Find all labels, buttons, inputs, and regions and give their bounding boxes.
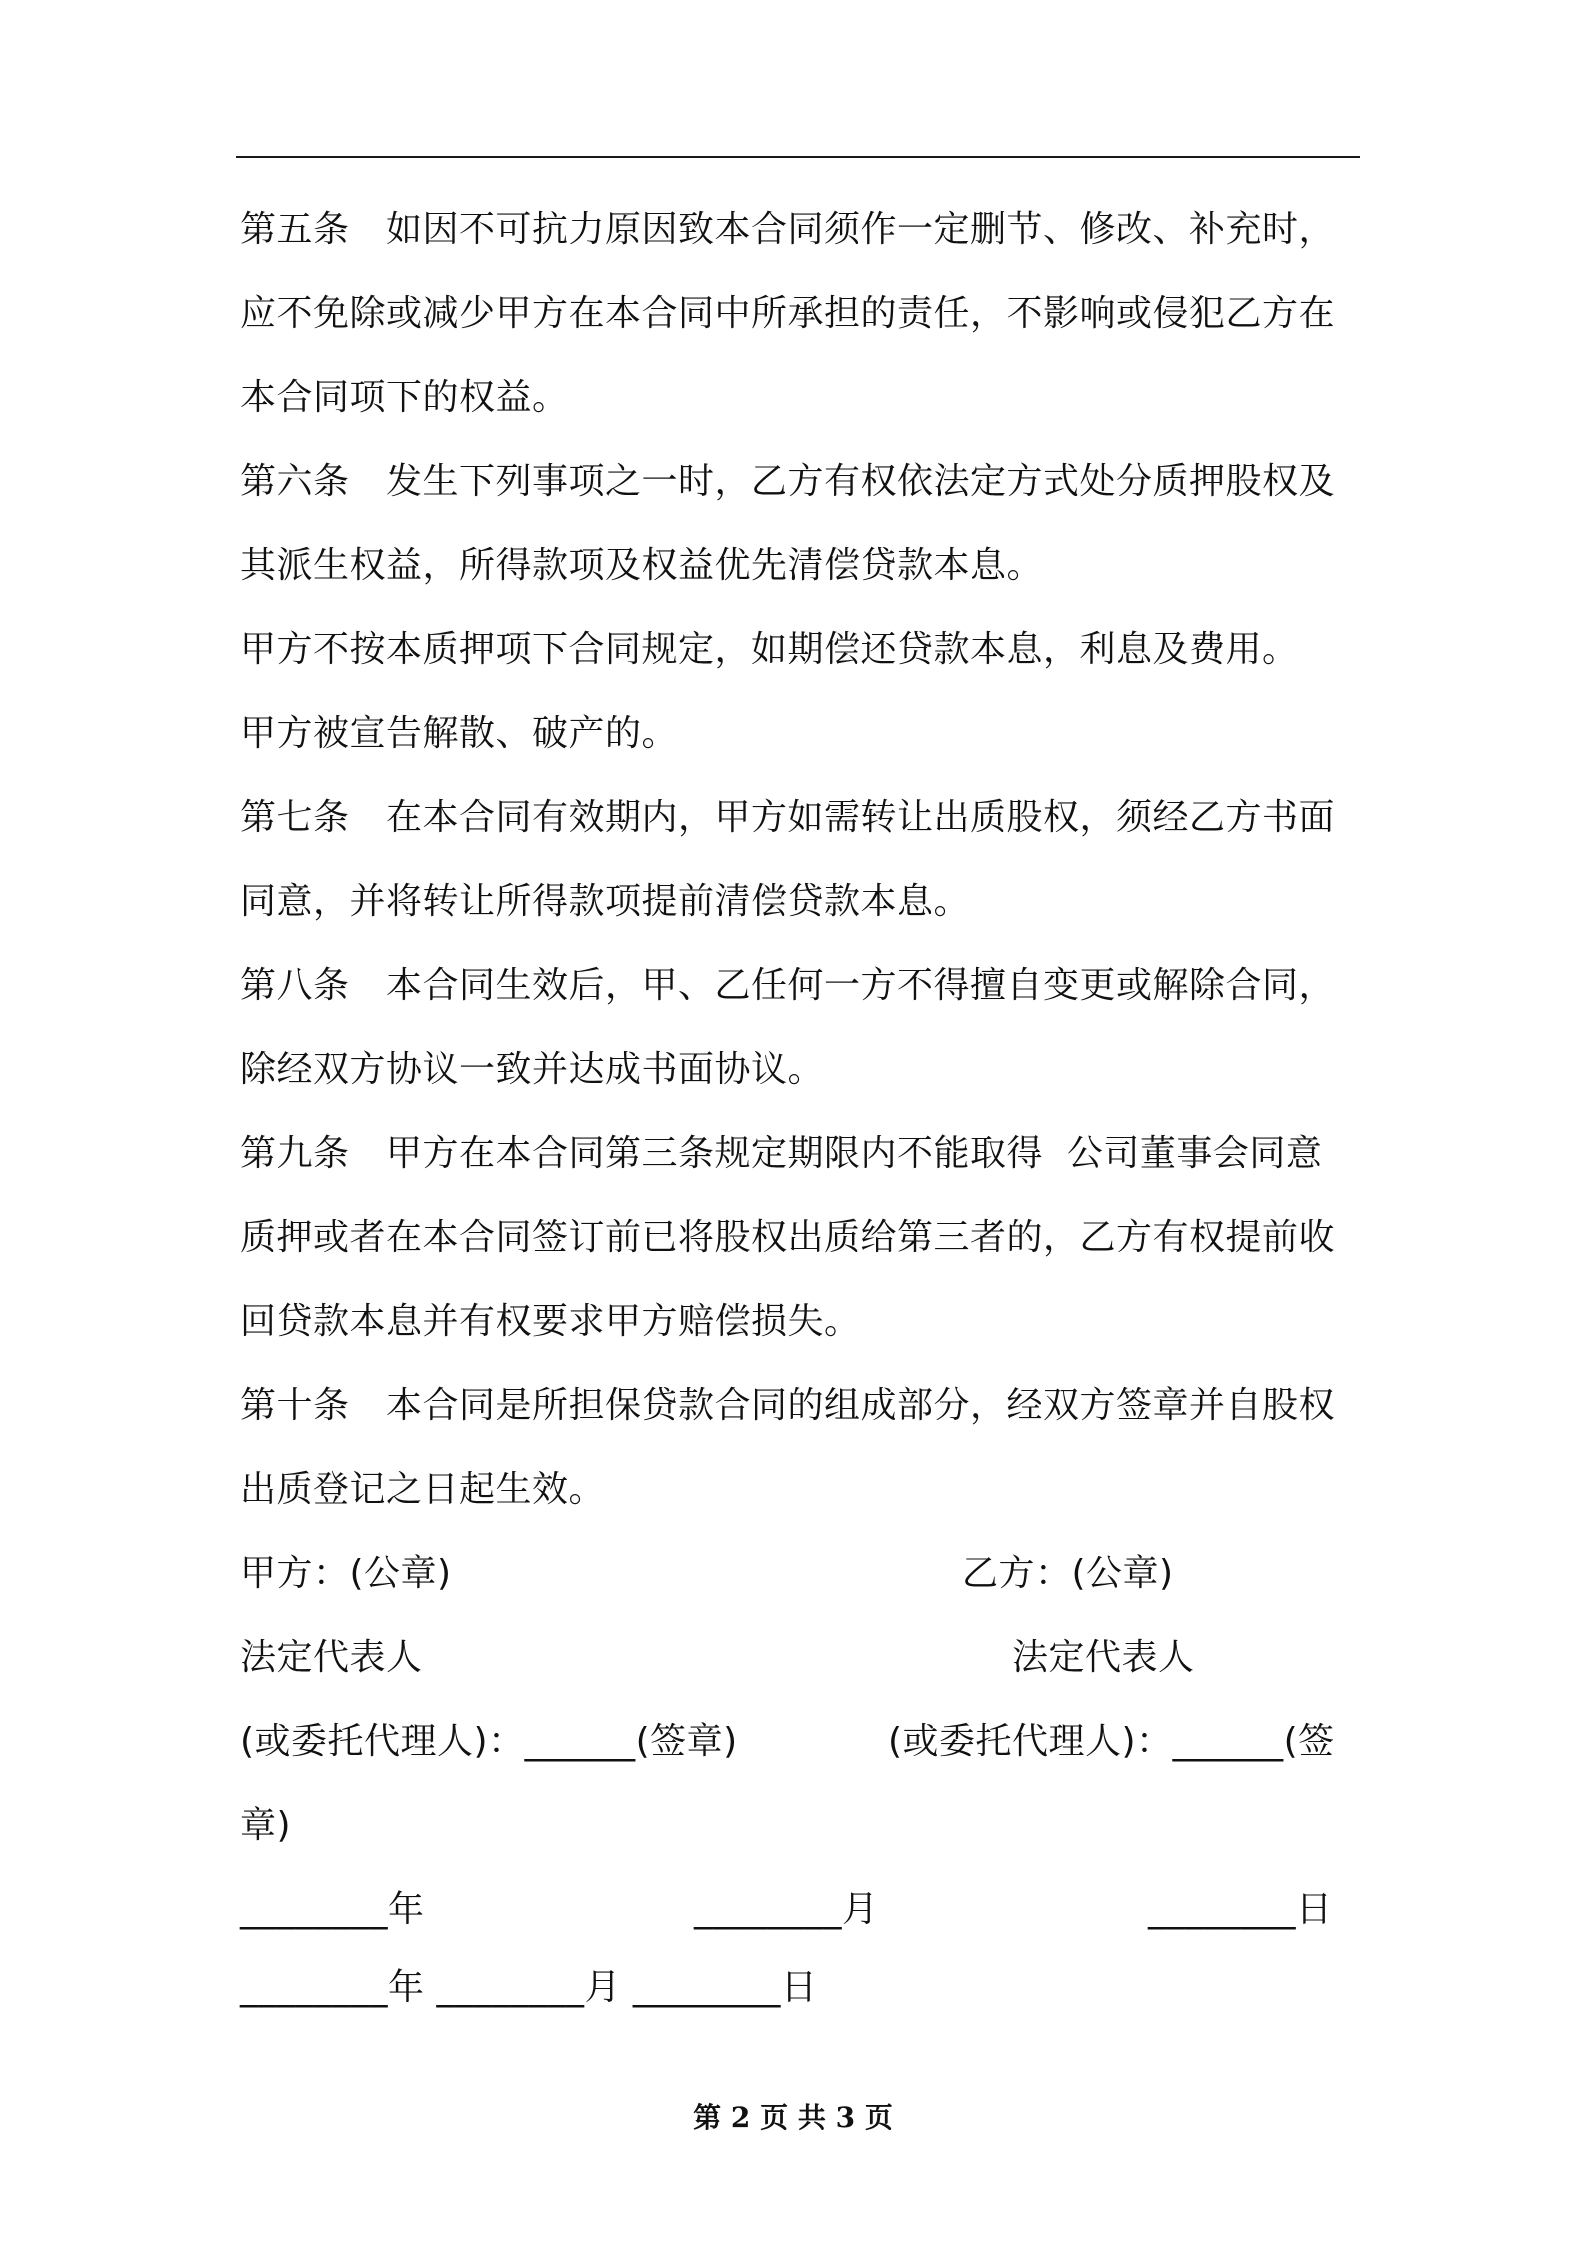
article-6-item-1: 甲方不按本质押项下合同规定，如期偿还贷款本息，利息及费用。 [240, 629, 1299, 670]
article-9-line-1: 第九条 甲方在本合同第三条规定期限内不能取得 公司董事会同意 [240, 1133, 1323, 1174]
party-a-legal-rep: 法定代表人 [240, 1637, 423, 1678]
article-6-line-2: 其派生权益，所得款项及权益优先清偿贷款本息。 [240, 545, 1044, 586]
header-rule [236, 156, 1360, 158]
party-b-agent-signature-wrap: 章) [240, 1805, 292, 1846]
article-8-line-2: 除经双方协议一致并达成书面协议。 [240, 1049, 825, 1090]
party-b-agent-signature: (或委托代理人)：______(签 [888, 1721, 1335, 1762]
article-7-line-2: 同意，并将转让所得款项提前清偿贷款本息。 [240, 881, 971, 922]
article-9-line-2: 质押或者在本合同签订前已将股权出质给第三者的，乙方有权提前收 [240, 1217, 1336, 1258]
party-a-seal: 甲方：(公章) [240, 1553, 452, 1594]
party-a-agent-signature: (或委托代理人)：______(签章) [240, 1721, 738, 1762]
article-5-line-3: 本合同项下的权益。 [240, 377, 569, 418]
party-b-seal: 乙方：(公章) [962, 1553, 1174, 1594]
date-row-2: ________年 ________月 ________日 [240, 1967, 818, 2008]
page-number: 第 2 页 共 3 页 [693, 2101, 893, 2134]
article-8-line-1: 第八条 本合同生效后，甲、乙任何一方不得擅自变更或解除合同， [240, 965, 1336, 1006]
article-5-line-2: 应不免除或减少甲方在本合同中所承担的责任，不影响或侵犯乙方在 [240, 293, 1336, 334]
date-row-1-year: ________年 [240, 1889, 425, 1930]
article-9-line-3: 回贷款本息并有权要求甲方赔偿损失。 [240, 1301, 861, 1342]
article-5-line-1: 第五条 如因不可抗力原因致本合同须作一定删节、修改、补充时， [240, 209, 1336, 250]
party-b-legal-rep: 法定代表人 [1012, 1637, 1195, 1678]
article-6-item-2: 甲方被宣告解散、破产的。 [240, 713, 679, 754]
article-10-line-2: 出质登记之日起生效。 [240, 1469, 606, 1510]
article-7-line-1: 第七条 在本合同有效期内，甲方如需转让出质股权，须经乙方书面 [240, 797, 1336, 838]
date-row-1-month: ________月 [694, 1889, 879, 1930]
article-6-line-1: 第六条 发生下列事项之一时，乙方有权依法定方式处分质押股权及 [240, 461, 1336, 502]
date-row-1-day: ________日 [1148, 1889, 1333, 1930]
article-10-line-1: 第十条 本合同是所担保贷款合同的组成部分，经双方签章并自股权 [240, 1385, 1336, 1426]
